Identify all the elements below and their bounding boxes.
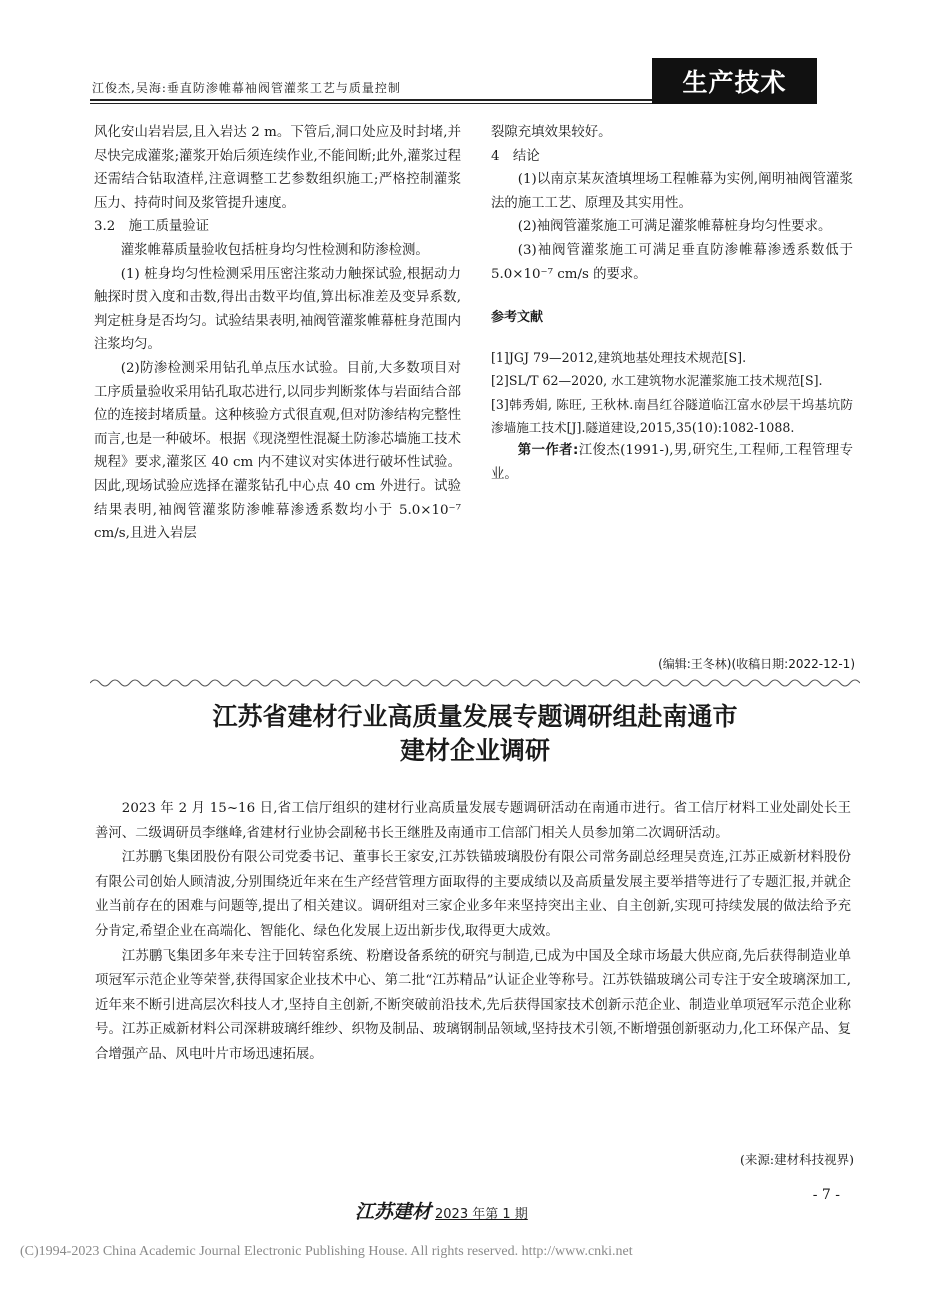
paragraph: (2)防渗检测采用钻孔单点压水试验。目前,大多数项目对工序质量验收采用钻孔取芯进行,以同步判断浆体与岩面结合部位的连接封堵质量。这种核验方式很直观,但对防渗结构完整性而言,也是一种破坏。根据《现浇塑性混凝土防渗芯墙施工技术规程》要求,灌浆区 40 cm 内不建议对实体进行破坏性试验。因此,现场试验应选择在灌浆钻孔中心点 40 cm 外进行。试验结果表明,袖阀管灌浆防渗帷幕渗透系数均小于 5.0×10⁻⁷ cm/s,且进入岩层 [94,360,461,542]
conclusion-item: (3)袖阀管灌浆施工可满足垂直防渗帷幕渗透系数低于 5.0×10⁻⁷ cm/s 的要求。 [491,242,853,282]
news-source: (来源:建材科技视界) [740,1152,854,1167]
header-rule-thin [90,103,652,104]
journal-footer [355,1197,528,1224]
running-title: 江俊杰,吴海:垂直防渗帷幕袖阀管灌浆工艺与质量控制 [92,81,401,95]
author-label: 第一作者: [517,443,579,459]
reference-list [491,346,853,440]
page-number: - 7 - [812,1187,840,1203]
news-body [95,797,851,1068]
author-text: 江俊杰(1991-),男,研究生,工程师,工程管理专业。 [491,443,853,482]
conclusion-item: (1)以南京某灰渣填埋场工程帷幕为实例,阐明袖阀管灌浆法的施工工艺、原理及其实用性。 [491,172,853,211]
news-paragraph: 江苏鹏飞集团股份有限公司党委书记、董事长王家安,江苏铁锚玻璃股份有限公司常务副总经理吴贲连,江苏正威新材料股份有限公司创始人顾清波,分别围绕近年来在生产经营管理方面取得的主要成绩以及高质量发展主要举措等进行了专题汇报,并就企业当前存在的困难与问题等,提出了相关建议。调研组对三家企业多年来坚持突出主业、自主创新,实现可持续发展的做法给予充分肯定,希望企业在高端化、智能化、绿色化发展上迈出新步伐,取得更大成效。 [95,850,851,939]
paragraph: (1) 桩身均匀性检测采用压密注浆动力触探试验,根据动力触探时贯入度和击数,得出击数平均值,算出标准差及变异系数,判定桩身是否均匀。试验结果表明,袖阀管灌浆帷幕桩身范围内注浆均匀。 [94,266,461,353]
reference-item: [3]韩秀娟, 陈旺, 王秋林.南昌红谷隧道临江富水砂层干坞基坑防渗墙施工技术[J].隧道建设,2015,35(10):1082-1088. [491,396,853,435]
section-badge: 生产技术 [652,58,817,104]
right-column [491,121,853,487]
news-paragraph: 2023 年 2 月 15~16 日,省工信厅组织的建材行业高质量发展专题调研活动在南通市进行。省工信厅材料工业处副处长王善河、二级调研员李继峰,省建材行业协会副秘书长王继胜及南通市工信部门相关人员参加第二次调研活动。 [95,801,851,841]
news-title-line-1: 江苏省建材行业高质量发展专题调研组赴南通市 [212,702,738,731]
paragraph: 裂隙充填效果较好。 [491,125,612,140]
author-note [491,439,853,486]
section-heading-4: 4 结论 [491,148,540,164]
reference-item: [2]SL/T 62—2020, 水工建筑物水泥灌浆施工技术规范[S]. [491,373,823,389]
header-rule [90,99,652,101]
news-paragraph: 江苏鹏飞集团多年来专注于回转窑系统、粉磨设备系统的研究与制造,已成为中国及全球市场最大供应商,先后获得制造业单项冠军示范企业等荣誉,获得国家企业技术中心、第二批“江苏精品”认证企业等称号。江苏铁锚玻璃公司专注于安全玻璃深加工,近年来不断引进高层次科技人才,坚持自主创新,不断突破前沿技术,先后获得国家技术创新示范企业、制造业单项冠军示范企业称号。江苏正威新材料公司深耕玻璃纤维纱、织物及制品、玻璃钢制品领域,坚持技术引领,不断增强创新驱动力,化工环保产品、复合增强产品、风电叶片市场迅速拓展。 [95,948,851,1062]
reference-item: [1]JGJ 79—2012,建筑地基处理技术规范[S]. [491,349,747,365]
references-heading: 参考文献 [491,310,544,326]
left-column [94,121,461,546]
editor-note: (编辑:王冬林)(收稿日期:2022-12-1) [658,657,855,671]
paragraph: 灌浆帷幕质量验收包括桩身均匀性检测和防渗检测。 [120,242,429,258]
news-title-line-2: 建材企业调研 [399,736,550,765]
conclusion-item: (2)袖阀管灌浆施工可满足灌浆帷幕桩身均匀性要求。 [517,219,832,235]
journal-issue: 2023 年第 1 期 [435,1207,528,1222]
section-heading-3-2: 3.2 施工质量验证 [94,219,210,235]
journal-logo: 江苏建材 [355,1201,432,1223]
news-title [90,700,860,768]
wave-divider [90,677,860,689]
paragraph: 风化安山岩岩层,且入岩达 2 m。下管后,洞口处应及时封堵,并尽快完成灌浆;灌浆开始后须连续作业,不能间断;此外,灌浆过程还需结合钻取渣样,注意调整工艺参数组织施工;严格控制灌浆压力、持荷时间及浆管提升速度。 [94,125,461,211]
copyright-line: (C)1994-2023 China Academic Journal Electronic Publishing House. All rights reserved. http://www.cnki.net [20,1244,633,1259]
